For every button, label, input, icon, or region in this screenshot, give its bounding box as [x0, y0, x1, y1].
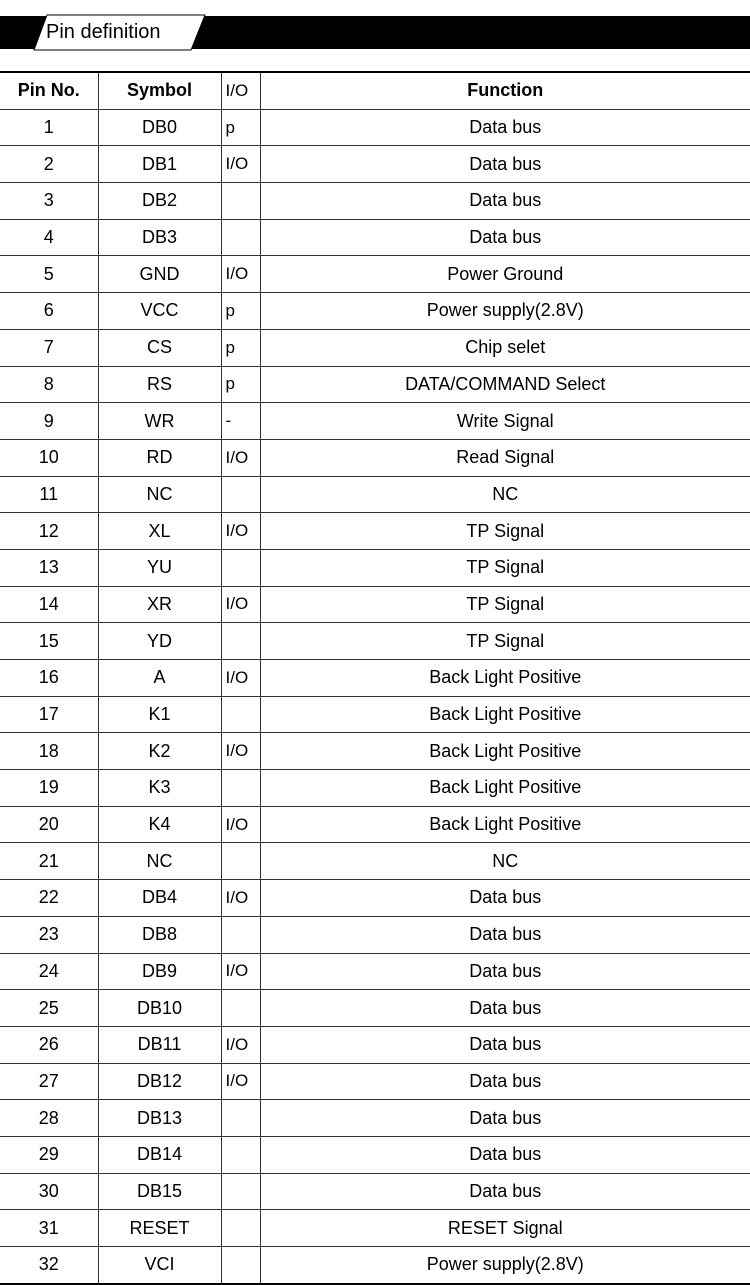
pin-number: 17	[0, 696, 98, 733]
pin-io	[221, 1247, 260, 1284]
pin-io: I/O	[221, 733, 260, 770]
pin-io: I/O	[221, 146, 260, 183]
pin-symbol: DB13	[98, 1100, 221, 1137]
pin-io: I/O	[221, 880, 260, 917]
pin-number: 24	[0, 953, 98, 990]
pin-symbol: DB3	[98, 219, 221, 256]
table-row	[0, 733, 750, 770]
pin-symbol: CS	[98, 329, 221, 366]
pin-number: 13	[0, 549, 98, 586]
table-row	[0, 1210, 750, 1247]
pin-symbol: XL	[98, 513, 221, 550]
pin-function: Power supply(2.8V)	[260, 293, 750, 330]
table-row	[0, 439, 750, 476]
pin-number: 4	[0, 219, 98, 256]
pin-symbol: DB1	[98, 146, 221, 183]
pin-function: Chip selet	[260, 329, 750, 366]
pin-io: I/O	[221, 256, 260, 293]
table-row	[0, 660, 750, 697]
pin-function: Data bus	[260, 183, 750, 220]
pin-symbol: NC	[98, 476, 221, 513]
pin-number: 32	[0, 1247, 98, 1284]
pin-symbol: DB0	[98, 109, 221, 146]
pin-number: 22	[0, 880, 98, 917]
table-row	[0, 1026, 750, 1063]
pin-symbol: WR	[98, 403, 221, 440]
pin-io: I/O	[221, 806, 260, 843]
table-row	[0, 880, 750, 917]
pin-function: DATA/COMMAND Select	[260, 366, 750, 403]
pin-io	[221, 1210, 260, 1247]
pin-symbol: RD	[98, 439, 221, 476]
pin-symbol: DB10	[98, 990, 221, 1027]
pin-function: NC	[260, 476, 750, 513]
pin-symbol: A	[98, 660, 221, 697]
pin-io: I/O	[221, 660, 260, 697]
pin-function: Data bus	[260, 990, 750, 1027]
pin-io	[221, 916, 260, 953]
pin-symbol: RS	[98, 366, 221, 403]
pin-function: Power Ground	[260, 256, 750, 293]
pin-function: Data bus	[260, 916, 750, 953]
pin-function: Data bus	[260, 1026, 750, 1063]
table-row	[0, 623, 750, 660]
pin-function: Back Light Positive	[260, 806, 750, 843]
table-row	[0, 843, 750, 880]
table-row	[0, 1173, 750, 1210]
table-body	[0, 109, 750, 1284]
pin-function: Data bus	[260, 1063, 750, 1100]
pin-io	[221, 1136, 260, 1173]
pin-number: 7	[0, 329, 98, 366]
pin-number: 20	[0, 806, 98, 843]
table-row	[0, 990, 750, 1027]
section-title: Pin definition	[46, 21, 161, 43]
table-row	[0, 513, 750, 550]
header-function: Function	[260, 72, 750, 109]
pin-function: Back Light Positive	[260, 770, 750, 807]
pin-symbol: YU	[98, 549, 221, 586]
pin-io	[221, 219, 260, 256]
pin-number: 14	[0, 586, 98, 623]
pin-function: Data bus	[260, 953, 750, 990]
table-row	[0, 146, 750, 183]
pin-symbol: DB12	[98, 1063, 221, 1100]
table-row	[0, 109, 750, 146]
pin-number: 18	[0, 733, 98, 770]
pin-function: Write Signal	[260, 403, 750, 440]
pin-io	[221, 696, 260, 733]
pin-number: 31	[0, 1210, 98, 1247]
section-title-tag	[33, 14, 206, 51]
pin-number: 6	[0, 293, 98, 330]
pin-number: 9	[0, 403, 98, 440]
table-row	[0, 183, 750, 220]
pin-function: RESET Signal	[260, 1210, 750, 1247]
pin-symbol: DB8	[98, 916, 221, 953]
pin-io	[221, 990, 260, 1027]
pin-symbol: DB11	[98, 1026, 221, 1063]
table-row	[0, 916, 750, 953]
table-row	[0, 549, 750, 586]
table-row	[0, 806, 750, 843]
pin-function: Data bus	[260, 219, 750, 256]
pin-number: 1	[0, 109, 98, 146]
pin-io: p	[221, 109, 260, 146]
pin-io	[221, 1100, 260, 1137]
pin-function: NC	[260, 843, 750, 880]
pin-number: 29	[0, 1136, 98, 1173]
pin-io: I/O	[221, 439, 260, 476]
pin-io: p	[221, 366, 260, 403]
pin-symbol: DB9	[98, 953, 221, 990]
pin-symbol: DB15	[98, 1173, 221, 1210]
pin-number: 28	[0, 1100, 98, 1137]
pin-function: TP Signal	[260, 623, 750, 660]
header-pin-no: Pin No.	[0, 72, 98, 109]
table-row	[0, 329, 750, 366]
table-row	[0, 219, 750, 256]
pin-number: 11	[0, 476, 98, 513]
pin-function: Back Light Positive	[260, 733, 750, 770]
pin-io: I/O	[221, 586, 260, 623]
table-row	[0, 696, 750, 733]
pin-number: 5	[0, 256, 98, 293]
pin-symbol: YD	[98, 623, 221, 660]
pin-function: Data bus	[260, 109, 750, 146]
pin-symbol: K1	[98, 696, 221, 733]
pin-symbol: K2	[98, 733, 221, 770]
pin-symbol: VCI	[98, 1247, 221, 1284]
pin-function: Data bus	[260, 146, 750, 183]
pin-function: Read Signal	[260, 439, 750, 476]
pin-function: Data bus	[260, 880, 750, 917]
pin-symbol: K3	[98, 770, 221, 807]
pin-symbol: XR	[98, 586, 221, 623]
table-row	[0, 476, 750, 513]
pin-io	[221, 843, 260, 880]
pin-io	[221, 770, 260, 807]
table-row	[0, 256, 750, 293]
table-row	[0, 586, 750, 623]
pin-symbol: RESET	[98, 1210, 221, 1247]
pin-number: 2	[0, 146, 98, 183]
pin-number: 25	[0, 990, 98, 1027]
pin-symbol: VCC	[98, 293, 221, 330]
pin-io	[221, 476, 260, 513]
pin-io: p	[221, 329, 260, 366]
pin-number: 10	[0, 439, 98, 476]
pin-number: 27	[0, 1063, 98, 1100]
pin-symbol: DB2	[98, 183, 221, 220]
pin-number: 8	[0, 366, 98, 403]
pin-number: 23	[0, 916, 98, 953]
pin-io: I/O	[221, 513, 260, 550]
pin-function: TP Signal	[260, 513, 750, 550]
pin-io: -	[221, 403, 260, 440]
pin-number: 19	[0, 770, 98, 807]
pin-io	[221, 623, 260, 660]
pin-function: Data bus	[260, 1173, 750, 1210]
table-row	[0, 770, 750, 807]
table-row	[0, 1063, 750, 1100]
pin-number: 12	[0, 513, 98, 550]
pin-number: 30	[0, 1173, 98, 1210]
table-row	[0, 1247, 750, 1284]
pin-io: I/O	[221, 953, 260, 990]
header-io: I/O	[221, 72, 260, 109]
pin-symbol: K4	[98, 806, 221, 843]
pin-number: 26	[0, 1026, 98, 1063]
table-row	[0, 1100, 750, 1137]
pin-function: Data bus	[260, 1100, 750, 1137]
pin-number: 16	[0, 660, 98, 697]
pin-function: Power supply(2.8V)	[426, 1254, 584, 1275]
pin-symbol: DB14	[98, 1136, 221, 1173]
pin-number: 15	[0, 623, 98, 660]
pin-number: 21	[0, 843, 98, 880]
header-symbol: Symbol	[98, 72, 221, 109]
pin-function: Data bus	[260, 1136, 750, 1173]
pin-definition-table	[0, 71, 750, 1285]
pin-io: I/O	[221, 1026, 260, 1063]
pin-number: 3	[0, 183, 98, 220]
pin-io	[221, 549, 260, 586]
table-row	[0, 293, 750, 330]
pin-io: I/O	[221, 1063, 260, 1100]
pin-function: TP Signal	[260, 549, 750, 586]
pin-function: TP Signal	[260, 586, 750, 623]
table-row	[0, 1136, 750, 1173]
pin-function: Back Light Positive	[260, 660, 750, 697]
pin-io: p	[221, 293, 260, 330]
table-row	[0, 403, 750, 440]
pin-function: Back Light Positive	[260, 696, 750, 733]
pin-symbol: GND	[98, 256, 221, 293]
table-row	[0, 953, 750, 990]
table-row	[0, 366, 750, 403]
pin-io	[221, 1173, 260, 1210]
pin-io	[221, 183, 260, 220]
pin-symbol: NC	[98, 843, 221, 880]
pin-symbol: DB4	[98, 880, 221, 917]
table-header-row	[0, 72, 750, 109]
